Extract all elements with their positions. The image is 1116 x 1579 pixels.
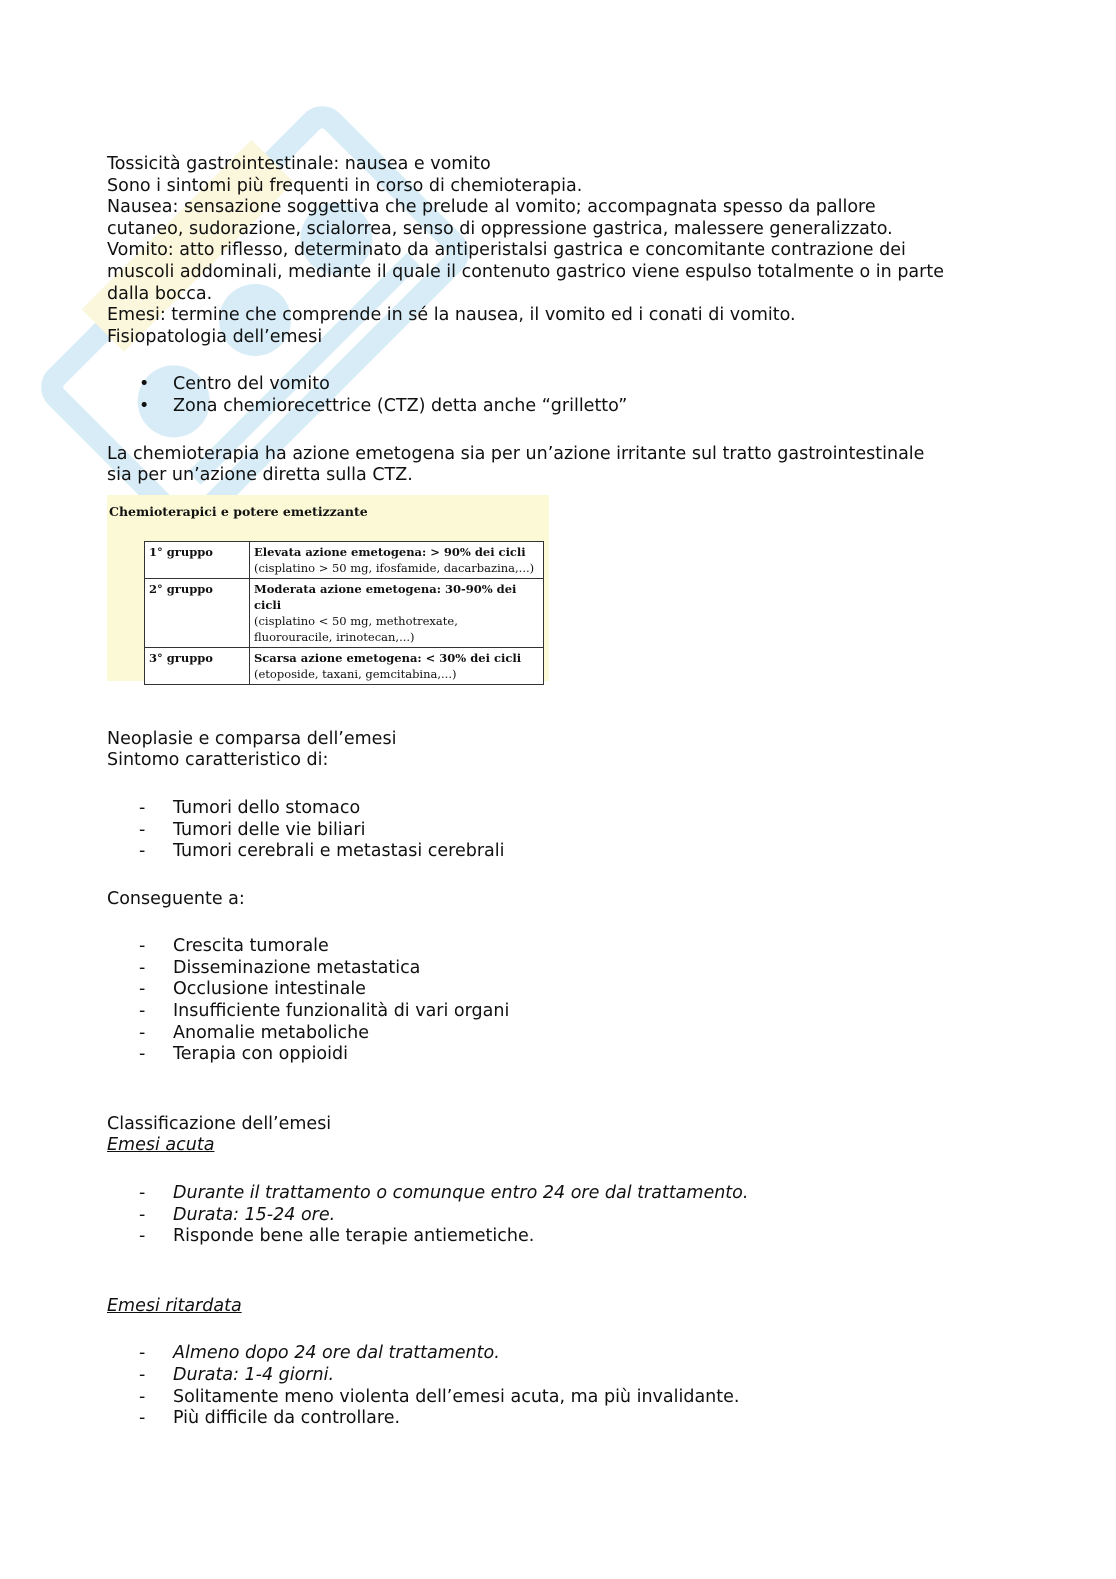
dash-list	[107, 1183, 1007, 1248]
list-item-text: Zona chemiorecettrice (CTZ) detta anche “grilletto”	[173, 395, 628, 416]
list-item	[107, 1205, 1007, 1227]
list-item-text: Centro del vomito	[173, 374, 330, 395]
list-item-text: Più difficile da controllare.	[173, 1408, 401, 1429]
dash-mark: -	[139, 1022, 146, 1043]
dash-mark: -	[139, 841, 146, 862]
table-cell-description	[250, 541, 544, 578]
list-item-text: Disseminazione metastatica	[173, 957, 421, 978]
list-item-text: Risponde bene alle terapie antiemetiche.	[173, 1226, 535, 1247]
bullet-mark: •	[139, 395, 150, 416]
dash-mark: -	[139, 1001, 146, 1022]
dash-mark: -	[139, 957, 146, 978]
document-page	[107, 154, 1007, 1430]
paragraph: dalla bocca.	[107, 283, 213, 304]
dash-mark: -	[139, 936, 146, 957]
dash-mark: -	[139, 979, 146, 1000]
list-item-text: Tumori dello stomaco	[173, 797, 361, 818]
table-row	[145, 647, 544, 684]
list-item-text: Durante il trattamento o comunque entro 24 ore dal trattamento.	[173, 1183, 749, 1204]
cell-bold-text: Scarsa azione emetogena: < 30% dei cicli	[254, 650, 522, 665]
subsection-title: Emesi acuta	[107, 1135, 215, 1156]
table-cell-description	[250, 647, 544, 684]
list-item	[107, 798, 1007, 820]
paragraph: Sono i sintomi più frequenti in corso di chemioterapia.	[107, 175, 583, 196]
list-item	[107, 1001, 1007, 1023]
paragraph: Emesi: termine che comprende in sé la nausea, il vomito ed i conati di vomito.	[107, 305, 796, 326]
list-item-text: Tumori cerebrali e metastasi cerebrali	[173, 841, 505, 862]
list-item-text: Durata: 15-24 ore.	[173, 1204, 336, 1225]
list-item-text: Solitamente meno violenta dell’emesi acuta, ma più invalidante.	[173, 1386, 740, 1407]
dash-mark: -	[139, 797, 146, 818]
emetogenic-table-figure	[107, 495, 549, 681]
subsection-title: Emesi ritardata	[107, 1295, 242, 1316]
list-item-text: Almeno dopo 24 ore dal trattamento.	[173, 1343, 500, 1364]
paragraph: Vomito: atto riflesso, determinato da antiperistalsi gastrica e concomitante contrazione dei	[107, 240, 906, 261]
list-item	[107, 1365, 1007, 1387]
list-item	[107, 396, 1007, 418]
list-item	[107, 979, 1007, 1001]
table-row	[145, 541, 544, 578]
bullet-list	[107, 374, 1007, 417]
list-item	[107, 1226, 1007, 1248]
bullet-mark: •	[139, 374, 150, 395]
paragraph: Conseguente a:	[107, 888, 245, 909]
dash-mark: -	[139, 1044, 146, 1065]
dash-list	[107, 1343, 1007, 1429]
dash-mark: -	[139, 1408, 146, 1429]
dash-mark: -	[139, 1343, 146, 1364]
dash-mark: -	[139, 1365, 146, 1385]
list-item	[107, 958, 1007, 980]
paragraph: sia per un’azione diretta sulla CTZ.	[107, 465, 413, 486]
dash-mark: -	[139, 819, 146, 840]
paragraph: Sintomo caratteristico di:	[107, 750, 329, 771]
cell-bold-text: Moderata azione emetogena: 30-90% dei cicli	[254, 581, 517, 612]
list-item	[107, 1387, 1007, 1409]
cell-detail-text: (cisplatino < 50 mg, methotrexate, fluorouracile, irinotecan,...)	[254, 613, 458, 644]
dash-mark: -	[139, 1226, 146, 1247]
section-title: Neoplasie e comparsa dell’emesi	[107, 728, 397, 749]
paragraph: cutaneo, sudorazione, scialorrea, senso di oppressione gastrica, malessere generalizzato.	[107, 218, 893, 239]
list-item-text: Crescita tumorale	[173, 936, 329, 957]
paragraph: La chemioterapia ha azione emetogena sia per un’azione irritante sul tratto gastrointestinale	[107, 443, 925, 464]
list-item	[107, 841, 1007, 863]
list-item-text: Tumori delle vie biliari	[173, 819, 366, 840]
dash-mark: -	[139, 1386, 146, 1407]
section-title: Fisiopatologia dell’emesi	[107, 326, 323, 347]
list-item	[107, 374, 1007, 396]
list-item-text: Occlusione intestinale	[173, 979, 366, 1000]
paragraph: muscoli addominali, mediante il quale il contenuto gastrico viene espulso totalmente o in parte	[107, 261, 944, 282]
cell-bold-text: Elevata azione emetogena: > 90% dei cicli	[254, 544, 526, 559]
table-cell-group: 1° gruppo	[145, 541, 250, 578]
list-item	[107, 936, 1007, 958]
list-item	[107, 820, 1007, 842]
list-item	[107, 1343, 1007, 1365]
table-cell-group: 3° gruppo	[145, 647, 250, 684]
list-item	[107, 1023, 1007, 1045]
list-item	[107, 1183, 1007, 1205]
table-cell-group: 2° gruppo	[145, 578, 250, 647]
table-cell-description	[250, 578, 544, 647]
dash-list	[107, 798, 1007, 863]
table-row	[145, 578, 544, 647]
list-item-text: Insufficiente funzionalità di vari organi	[173, 1001, 510, 1022]
list-item-text: Anomalie metaboliche	[173, 1022, 370, 1043]
paragraph: Nausea: sensazione soggettiva che prelude al vomito; accompagnata spesso da pallore	[107, 197, 876, 218]
list-item	[107, 1408, 1007, 1430]
section-title: Classificazione dell’emesi	[107, 1113, 332, 1134]
dash-mark: -	[139, 1204, 146, 1225]
dash-list	[107, 936, 1007, 1066]
list-item-text: Terapia con oppioidi	[173, 1044, 348, 1065]
list-item-text: Durata: 1-4 giorni.	[173, 1365, 335, 1385]
section-title: Tossicità gastrointestinale: nausea e vomito	[107, 154, 491, 174]
cell-detail-text: (cisplatino > 50 mg, ifosfamide, dacarbazina,...)	[254, 560, 535, 575]
cell-detail-text: (etoposide, taxani, gemcitabina,...)	[254, 666, 457, 681]
table-title: Chemioterapici e potere emetizzante	[109, 503, 368, 519]
list-item	[107, 1044, 1007, 1066]
dash-mark: -	[139, 1183, 146, 1204]
emetogenic-table	[144, 541, 544, 685]
